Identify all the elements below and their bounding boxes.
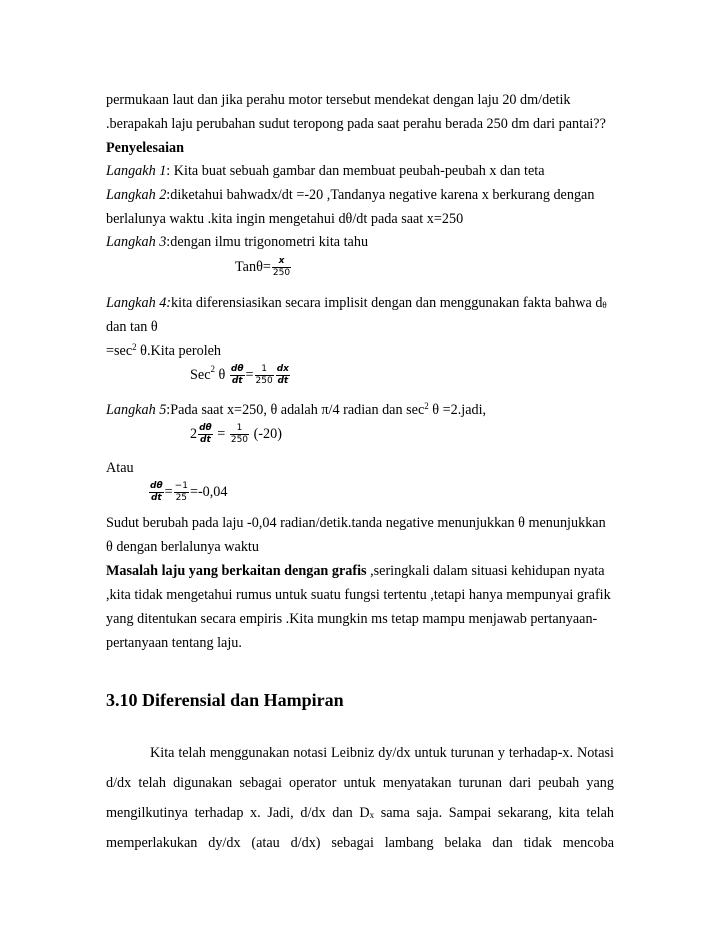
text-part: =sec	[106, 343, 133, 359]
step-3	[106, 233, 368, 251]
numerator: −1	[174, 481, 188, 491]
paragraph-line: memperlakukan dy/dx (atau d/dx) sebagai lambang belaka dan tidak mencoba	[106, 835, 614, 851]
paragraph-line	[106, 804, 614, 822]
step-label: Langkah 4:	[106, 295, 172, 311]
equals-sign: =	[245, 366, 254, 383]
denominator: dt	[150, 493, 162, 503]
equation-part: Sec	[190, 366, 211, 383]
text-line: Atau	[106, 460, 134, 476]
text-part: mengilkutinya terhadap x. Jadi, d/dx dan D	[106, 805, 370, 821]
text-line	[106, 562, 605, 580]
numerator: 1	[230, 423, 249, 435]
text-line: θ dengan berlalunya waktu	[106, 539, 259, 555]
fraction	[149, 481, 164, 504]
equals-sign: =	[213, 425, 229, 442]
text-line	[106, 342, 221, 360]
text-line: yang ditentukan secara empiris .Kita mungkin ms tetap mampu menjawab pertanyaan-	[106, 611, 598, 627]
superscript: 2	[210, 364, 215, 374]
step-5	[106, 401, 486, 419]
equals-sign: =	[164, 483, 173, 500]
text-part: sama saja. Sampai sekarang, kita telah	[374, 805, 615, 821]
paragraph-line: d/dx telah digunakan sebagai operator untuk menyatakan turunan dari peubah yang	[106, 775, 614, 791]
equation-part: (-20)	[250, 425, 282, 442]
equation-sec	[190, 364, 291, 387]
step-label: Langkah 2	[106, 187, 167, 203]
fraction	[230, 423, 249, 446]
subscript: x	[369, 810, 375, 820]
step-text: θ =2.jadi,	[428, 402, 487, 418]
step-text: kita diferensiasikan secara implisit dengan dan menggunakan fakta bahwa d	[171, 295, 603, 311]
fraction	[272, 256, 291, 279]
text-line: berlalunya waktu .kita ingin mengetahui dθ/dt pada saat x=250	[106, 211, 464, 227]
fraction	[174, 481, 189, 504]
fraction	[198, 423, 213, 446]
denominator: 250	[272, 268, 291, 278]
equation-tan	[235, 256, 292, 279]
superscript: 2	[424, 401, 429, 411]
step-text: :Pada saat x=250, θ adalah π/4 radian dan sec	[166, 402, 425, 418]
denominator: 25	[175, 493, 188, 503]
numerator: dθ	[199, 423, 212, 433]
equation-left: Tanθ=	[235, 258, 271, 275]
section-label-penyelesaian: Penyelesaian	[106, 140, 185, 156]
equation-part: =-0,04	[189, 483, 228, 500]
denominator: dt	[231, 376, 243, 386]
text-part: θ.Kita peroleh	[136, 343, 222, 359]
step-1	[106, 162, 545, 180]
superscript: 2	[132, 342, 137, 352]
numerator: dθ	[230, 364, 244, 374]
numerator: 1	[255, 364, 274, 376]
fraction	[255, 364, 274, 387]
section-heading: 3.10 Diferensial dan Hampiran	[106, 690, 344, 710]
step-text: :diketahui bahwadx/dt =-20 ,Tandanya negative karena x berkurang dengan	[166, 187, 595, 203]
text-line: pertanyaan tentang laju.	[106, 635, 242, 651]
numerator: x	[272, 256, 291, 268]
fraction	[276, 364, 290, 387]
denominator: dt	[200, 435, 211, 445]
step-label: Langkah 5	[106, 402, 167, 418]
bold-phrase: Masalah laju yang berkaitan dengan grafis	[106, 563, 367, 579]
numerator: dθ	[150, 481, 163, 491]
denominator: 250	[230, 435, 249, 445]
text-part: ,seringkali dalam situasi kehidupan nyata	[366, 563, 605, 579]
text-line: Sudut berubah pada laju -0,04 radian/detik.tanda negative menunjukkan θ menunjukkan	[106, 515, 606, 531]
text-line: .berapakah laju perubahan sudut teropong pada saat perahu berada 250 dm dari pantai??	[106, 116, 606, 132]
denominator: dt	[277, 376, 289, 386]
text-line: ,kita tidak mengetahui rumus untuk suatu fungsi tertentu ,tetapi hanya mempunyai grafik	[106, 587, 611, 603]
text-line: dan tan θ	[106, 319, 158, 335]
equation-part: θ	[215, 366, 226, 383]
equation-step5	[190, 423, 282, 446]
numerator: dx	[276, 364, 289, 374]
step-4	[106, 294, 607, 312]
step-label: Langakh 1	[106, 163, 167, 179]
step-text: :dengan ilmu trigonometri kita tahu	[166, 234, 369, 250]
equation-result	[148, 481, 228, 504]
step-label: Langkah 3	[106, 234, 167, 250]
text-line: permukaan laut dan jika perahu motor tersebut mendekat dengan laju 20 dm/detik	[106, 92, 571, 108]
fraction	[230, 364, 245, 387]
denominator: 250	[255, 376, 273, 386]
step-text: : Kita buat sebuah gambar dan membuat peubah-peubah x dan teta	[166, 163, 545, 179]
step-2	[106, 186, 594, 204]
paragraph-line: Kita telah menggunakan notasi Leibniz dy/dx untuk turunan y terhadap-x. Notasi	[150, 745, 614, 761]
equation-part: 2	[190, 425, 198, 442]
subscript: θ	[602, 300, 607, 310]
